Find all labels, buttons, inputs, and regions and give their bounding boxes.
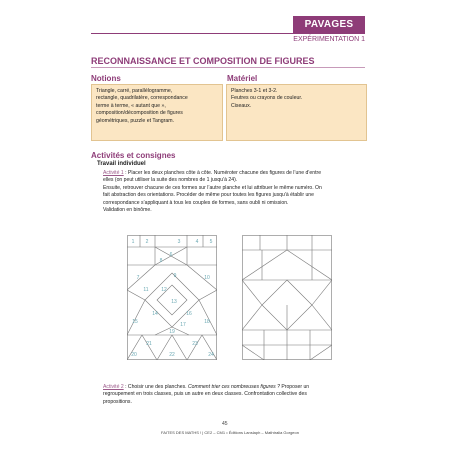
activite-2-text: Proposer un — [279, 384, 310, 390]
piece-number: 14 — [152, 311, 158, 317]
puzzle-right-figure — [242, 235, 332, 360]
activite-2-label: Activité 2 — [103, 384, 124, 390]
piece-number: 24 — [208, 352, 214, 358]
activite-2-text: regroupement en trois classes, puis un autre en deux classes. Confrontation collective des — [103, 391, 307, 398]
piece-number: 1 — [131, 239, 135, 245]
piece-number: 9 — [173, 273, 177, 279]
piece-number: 20 — [131, 352, 137, 358]
activite-1-text: fait abstraction des orientations. Procéder de même pour toutes les figures jusqu’à établir une — [103, 192, 314, 199]
notions-line: géométriques, puzzle et Tangram. — [96, 117, 175, 124]
activite-1-text: elles (on peut utiliser la suite des nombres de 1 jusqu’à 24). — [103, 177, 238, 184]
page-title: RECONNAISSANCE ET COMPOSITION DE FIGURES — [91, 56, 315, 66]
title-rule — [91, 67, 365, 68]
piece-number: 3 — [177, 239, 181, 245]
piece-number: 4 — [195, 239, 199, 245]
notions-heading: Notions — [91, 74, 121, 83]
piece-number: 11 — [143, 287, 149, 293]
piece-number: 16 — [186, 311, 192, 317]
activite-2-question: Comment trier ces nombreuses figures ? — [187, 384, 280, 390]
piece-number: 6 — [169, 252, 173, 258]
activite-1-text: Ensuite, retrouver chacune de ces formes sur l’autre planche et lui attribuer le même numéro. On — [103, 184, 322, 191]
piece-number: 12 — [161, 287, 167, 293]
notions-line: composition/décomposition de figures — [96, 110, 183, 117]
piece-number: 13 — [171, 299, 177, 305]
piece-number: 15 — [132, 319, 138, 325]
materiel-heading: Matériel — [227, 74, 258, 83]
activite-1-label: Activité 1 — [103, 170, 124, 176]
notions-line: Triangle, carré, parallélogramme, — [96, 88, 173, 94]
page-number: 45 — [222, 421, 228, 427]
piece-number: 17 — [180, 322, 186, 328]
section-tag: PAVAGES — [293, 16, 365, 33]
piece-number: 23 — [192, 341, 198, 347]
section-subtitle: EXPÉRIMENTATION 1 — [293, 36, 365, 43]
activite-2-text: : Choisir une des planches. — [123, 384, 188, 390]
travail-individuel-heading: Travail individuel — [97, 161, 146, 167]
activite-1-text: correspondance s’appliquant à tous les couples de formes, sans oubli ni omission. — [103, 199, 289, 206]
activite-2-paragraph — [103, 384, 367, 406]
activite-1-text: Validation en binôme. — [103, 207, 152, 214]
materiel-box — [226, 84, 367, 141]
piece-number: 21 — [146, 341, 152, 347]
activite-1-text: : Placer les deux planches côte à côte. Numéroter chacune des figures de l’une d’entre — [123, 170, 322, 176]
piece-number: 2 — [145, 239, 149, 245]
piece-number: 18 — [204, 319, 210, 325]
activites-heading: Activités et consignes — [91, 151, 176, 160]
notions-line: terme à terme, « autant que », — [96, 102, 166, 109]
footer-credits: FAITES DES MATHS ! | CE2 – CM1 • Éditions Lanslaph – Mathtralia Gorgeon — [161, 430, 299, 435]
notions-box — [91, 84, 223, 141]
header-rule — [91, 33, 365, 34]
piece-number: 22 — [169, 352, 175, 358]
piece-number: 5 — [209, 239, 213, 245]
piece-number: 7 — [136, 275, 140, 281]
materiel-line: Feutres ou crayons de couleur. — [231, 95, 303, 102]
activite-2-text: propositions. — [103, 398, 132, 405]
piece-number: 8 — [159, 258, 163, 264]
materiel-line: Planches 3-1 et 3-2. — [231, 88, 278, 94]
notions-line: rectangle, quadrilatère, correspondance — [96, 95, 188, 102]
piece-number: 19 — [169, 329, 175, 335]
puzzle-left-figure — [127, 235, 217, 360]
materiel-line: Ciseaux. — [231, 102, 252, 109]
piece-number: 10 — [204, 275, 210, 281]
activite-1-paragraph — [103, 170, 367, 214]
